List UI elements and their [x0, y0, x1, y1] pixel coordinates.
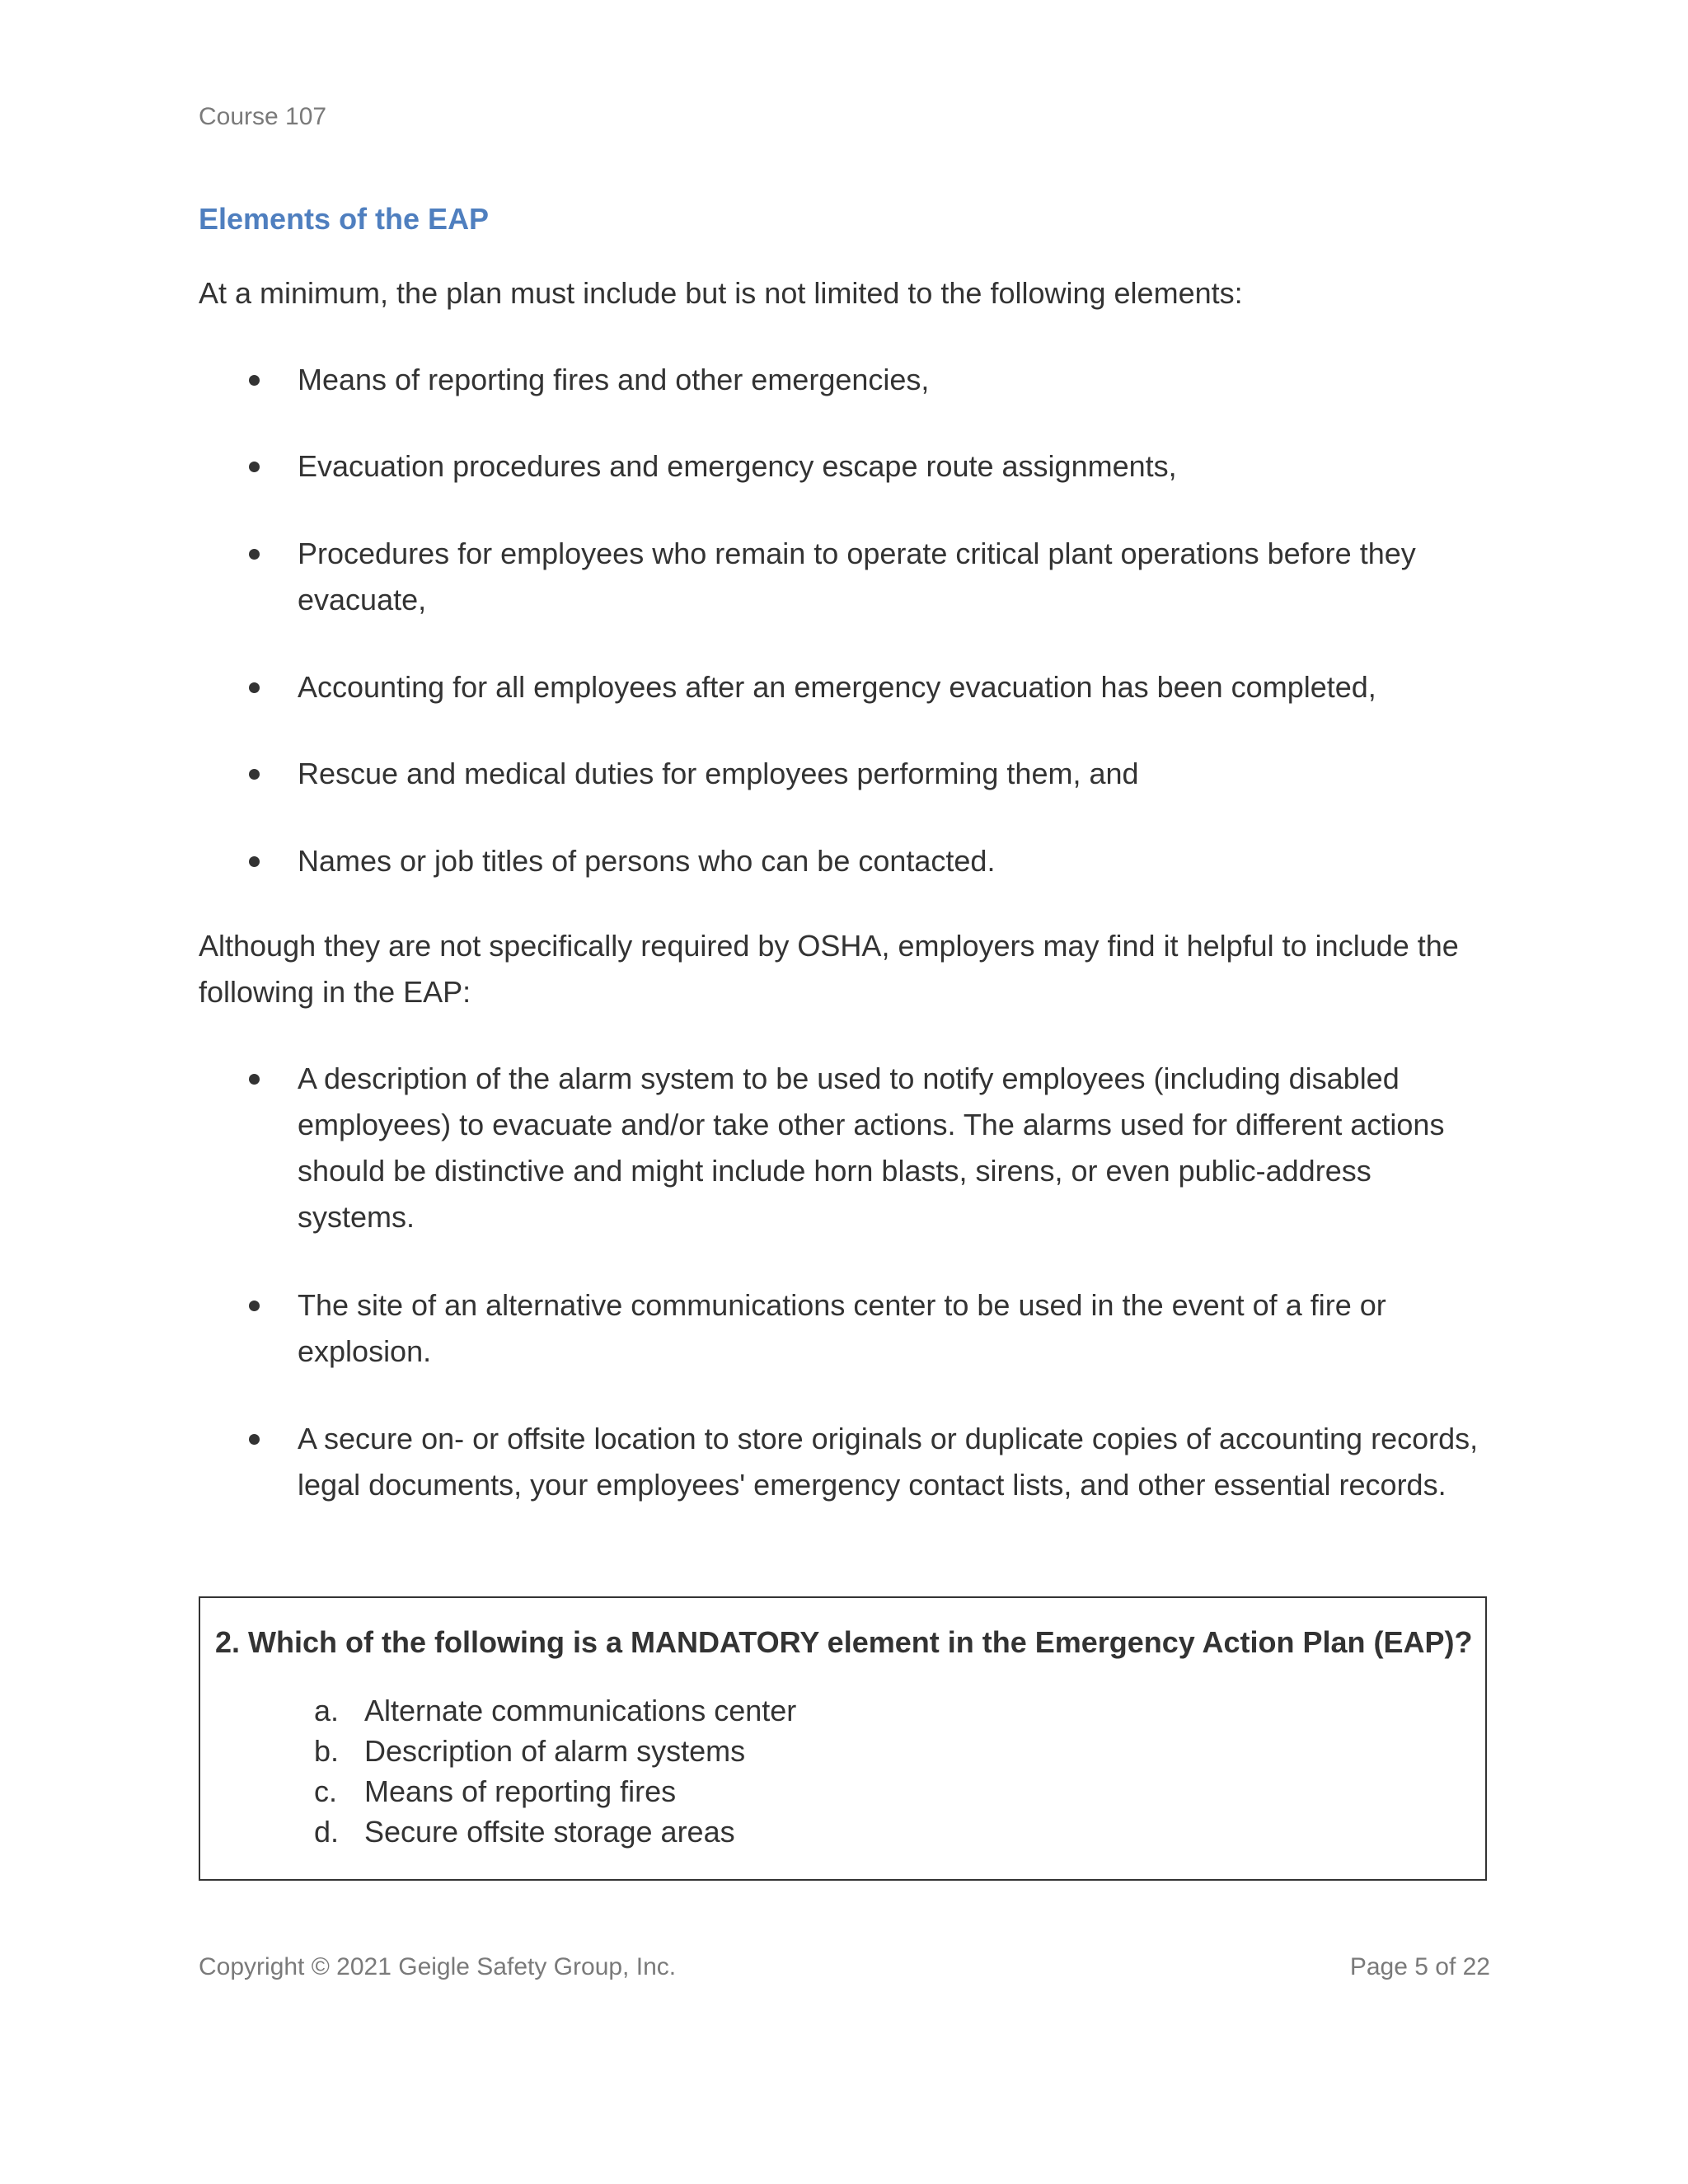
list-item-text: Evacuation procedures and emergency escape route assignments, — [298, 449, 1177, 483]
quiz-option-text: Secure offsite storage areas — [364, 1815, 735, 1849]
bullet-icon — [249, 1434, 260, 1445]
list-item-text: Names or job titles of persons who can be contacted. — [298, 844, 996, 878]
list-item — [199, 1056, 1490, 1240]
bullet-icon — [249, 549, 260, 560]
list-item-text: The site of an alternative communications center to be used in the event of a fire or explosion. — [298, 1288, 1386, 1368]
footer-copyright: Copyright © 2021 Geigle Safety Group, Inc. — [199, 1953, 677, 1980]
quiz-option-letter: c. — [314, 1774, 338, 1808]
intro-paragraph: At a minimum, the plan must include but is not limited to the following elements: — [199, 276, 1243, 310]
bullet-icon — [249, 462, 260, 472]
optional-intro-paragraph: Although they are not specifically required by OSHA, employers may find it helpful to include the following in the EAP: — [199, 929, 1459, 1009]
list-item — [199, 664, 1490, 710]
list-item — [199, 1416, 1490, 1508]
quiz-option-text: Alternate communications center — [364, 1694, 797, 1727]
bullet-icon — [249, 769, 260, 780]
list-item — [199, 531, 1490, 623]
bullet-icon — [249, 856, 260, 867]
quiz-option — [200, 1690, 796, 1731]
section-title: Elements of the EAP — [199, 202, 490, 236]
list-item-text: A secure on- or offsite location to store originals or duplicate copies of accounting records, legal documents, your employees' emergency contact lists, and other essential records. — [298, 1422, 1479, 1502]
list-item-text: Rescue and medical duties for employees performing them, and — [298, 757, 1139, 790]
list-item — [199, 838, 1490, 884]
quiz-question: 2. Which of the following is a MANDATORY element in the Emergency Action Plan (EAP)? — [215, 1625, 1473, 1659]
quiz-box — [199, 1596, 1487, 1881]
quiz-option-text: Means of reporting fires — [364, 1774, 677, 1808]
bullet-icon — [249, 682, 260, 693]
bullet-icon — [249, 1301, 260, 1311]
quiz-option — [200, 1731, 796, 1771]
quiz-option-letter: d. — [314, 1815, 340, 1849]
list-item-text: A description of the alarm system to be used to notify employees (including disabled employees) to evacuate and/or take other actions. The alarms used for different actions should be distinctive and might include horn blasts, sirens, or even public-address systems. — [298, 1062, 1445, 1234]
quiz-options — [200, 1690, 796, 1852]
quiz-option-text: Description of alarm systems — [364, 1734, 746, 1768]
quiz-option-letter: a. — [314, 1694, 340, 1727]
list-item-text: Accounting for all employees after an emergency evacuation has been completed, — [298, 670, 1376, 704]
quiz-option — [200, 1811, 796, 1852]
quiz-option-letter: b. — [314, 1734, 340, 1768]
list-item — [199, 443, 1490, 490]
list-item — [199, 357, 1490, 403]
bullet-icon — [249, 1074, 260, 1085]
bullet-icon — [249, 375, 260, 386]
course-header: Course 107 — [199, 103, 327, 130]
list-item — [199, 751, 1490, 797]
list-item-text: Procedures for employees who remain to operate critical plant operations before they evacuate, — [298, 537, 1416, 616]
list-item-text: Means of reporting fires and other emergencies, — [298, 363, 930, 396]
quiz-option — [200, 1771, 796, 1811]
list-item — [199, 1282, 1490, 1375]
footer-page-number: Page 5 of 22 — [1349, 1953, 1490, 1980]
